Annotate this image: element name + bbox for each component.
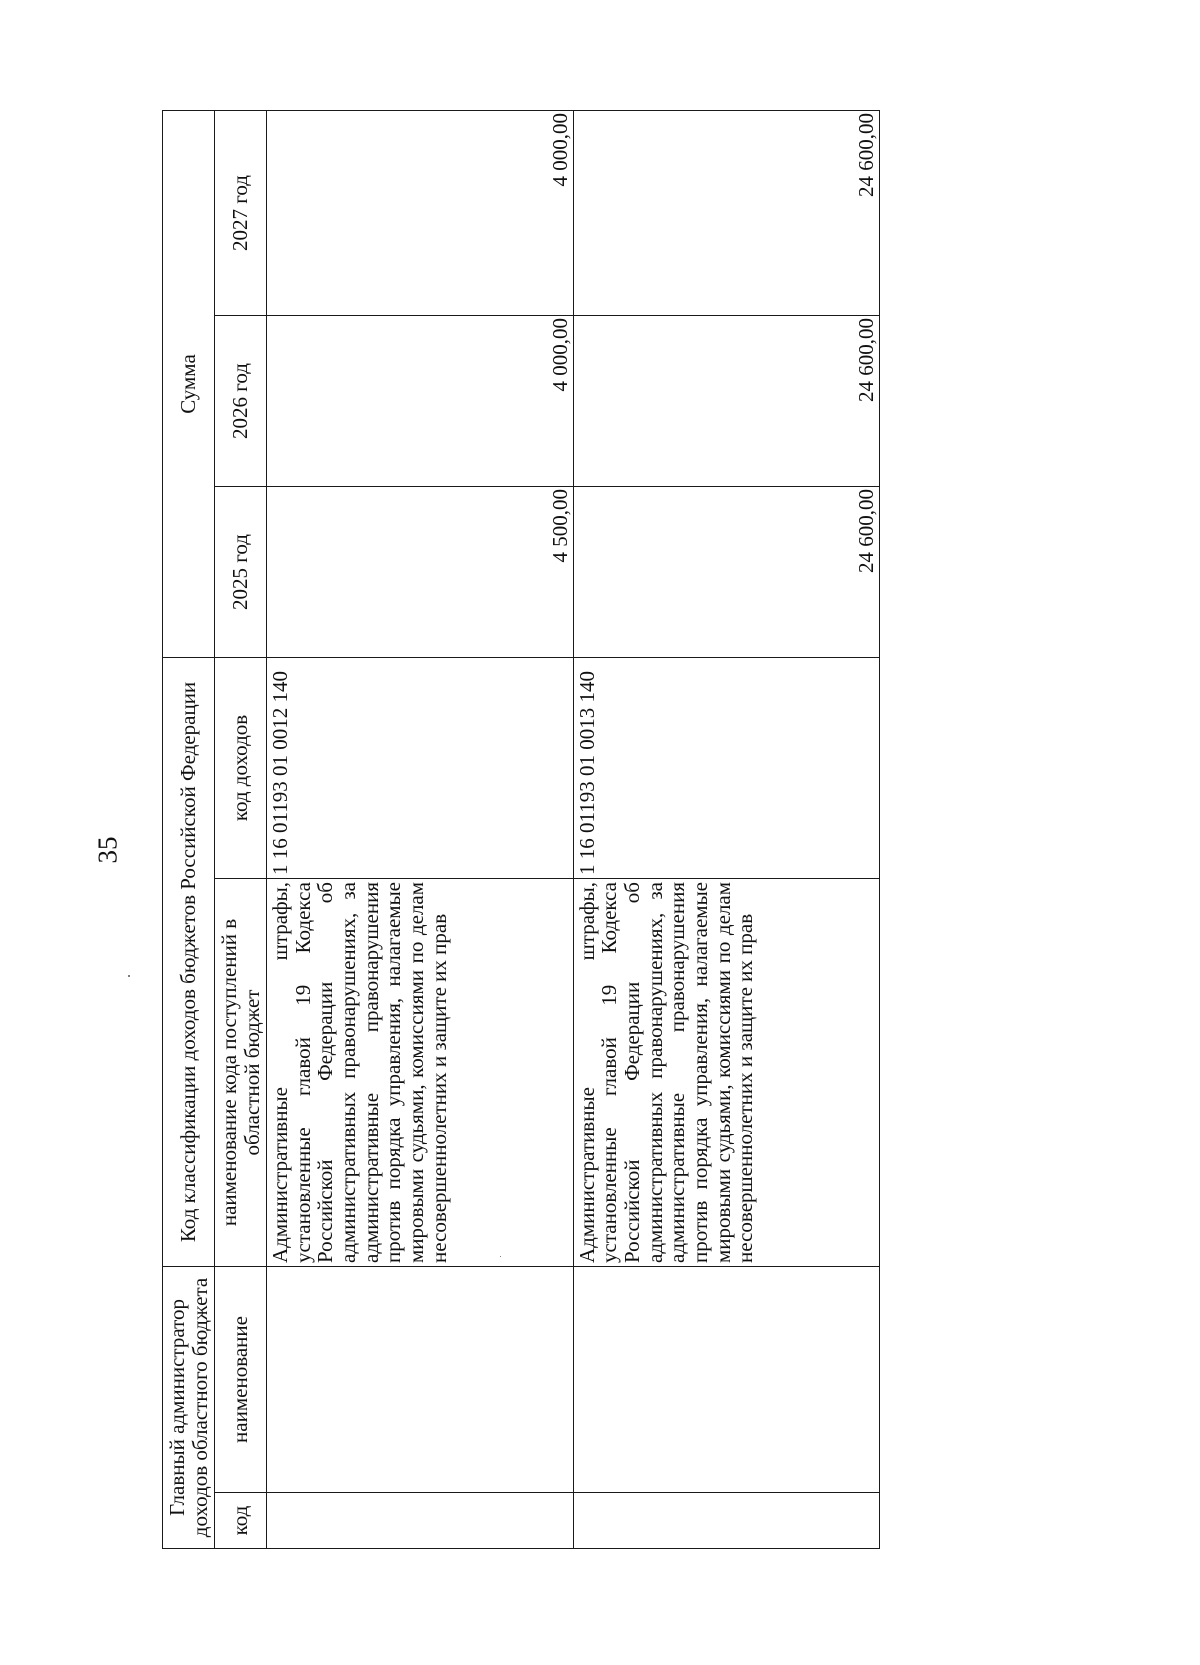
cell-admin-code [267,1493,574,1549]
header-year-2027: 2027 год [215,110,267,315]
header-sum-group: Сумма [163,110,215,657]
revenue-table [162,110,880,1549]
cell-income-code: 1 16 01193 01 0013 140 [573,657,880,878]
table-row [573,110,880,1548]
header-row-columns [215,110,267,1548]
cell-sum-2025: 4 500,00 [267,486,574,657]
cell-sum-2025: 24 600,00 [573,486,880,657]
cell-sum-2027: 24 600,00 [573,110,880,315]
header-income-code: код доходов [215,657,267,878]
header-year-2026: 2026 год [215,315,267,486]
cell-sum-2026: 4 000,00 [267,315,574,486]
revenue-table-rotated [162,111,880,1549]
header-admin-name: наименование [215,1267,267,1493]
table-row [267,110,574,1548]
header-row-groups [163,110,215,1548]
revenue-table-wrapper [162,111,880,1549]
cell-sum-2027: 4 000,00 [267,110,574,315]
cell-admin-name [267,1267,574,1493]
header-admin-code: код [215,1493,267,1549]
scan-speck [128,975,130,977]
header-classification-group: Код классификации доходов бюджетов Российской Федерации [163,657,215,1266]
header-year-2025: 2025 год [215,486,267,657]
cell-admin-code [573,1493,880,1549]
cell-income-name: Административные штрафы, установленные главой 19 Кодекса Российской Федерации об административных правонарушениях, за административные правонарушения против порядка управления, налагаемые мировыми судьями, комиссиями по делам несовершеннолетних и защите их прав [573,879,880,1267]
header-income-name: наименование кода поступлений в областной бюджет [215,879,267,1267]
cell-income-code: 1 16 01193 01 0012 140 [267,657,574,878]
cell-income-name: Административные штрафы, установленные главой 19 Кодекса Российской Федерации об административных правонарушениях, за административные правонарушения против порядка управления, налагаемые мировыми судьями, комиссиями по делам несовершеннолетних и защите их прав [267,879,574,1267]
page-number: 35 [92,836,123,864]
header-admin-group: Главный администратор доходов областного бюджета [163,1267,215,1549]
cell-sum-2026: 24 600,00 [573,315,880,486]
cell-admin-name [573,1267,880,1493]
